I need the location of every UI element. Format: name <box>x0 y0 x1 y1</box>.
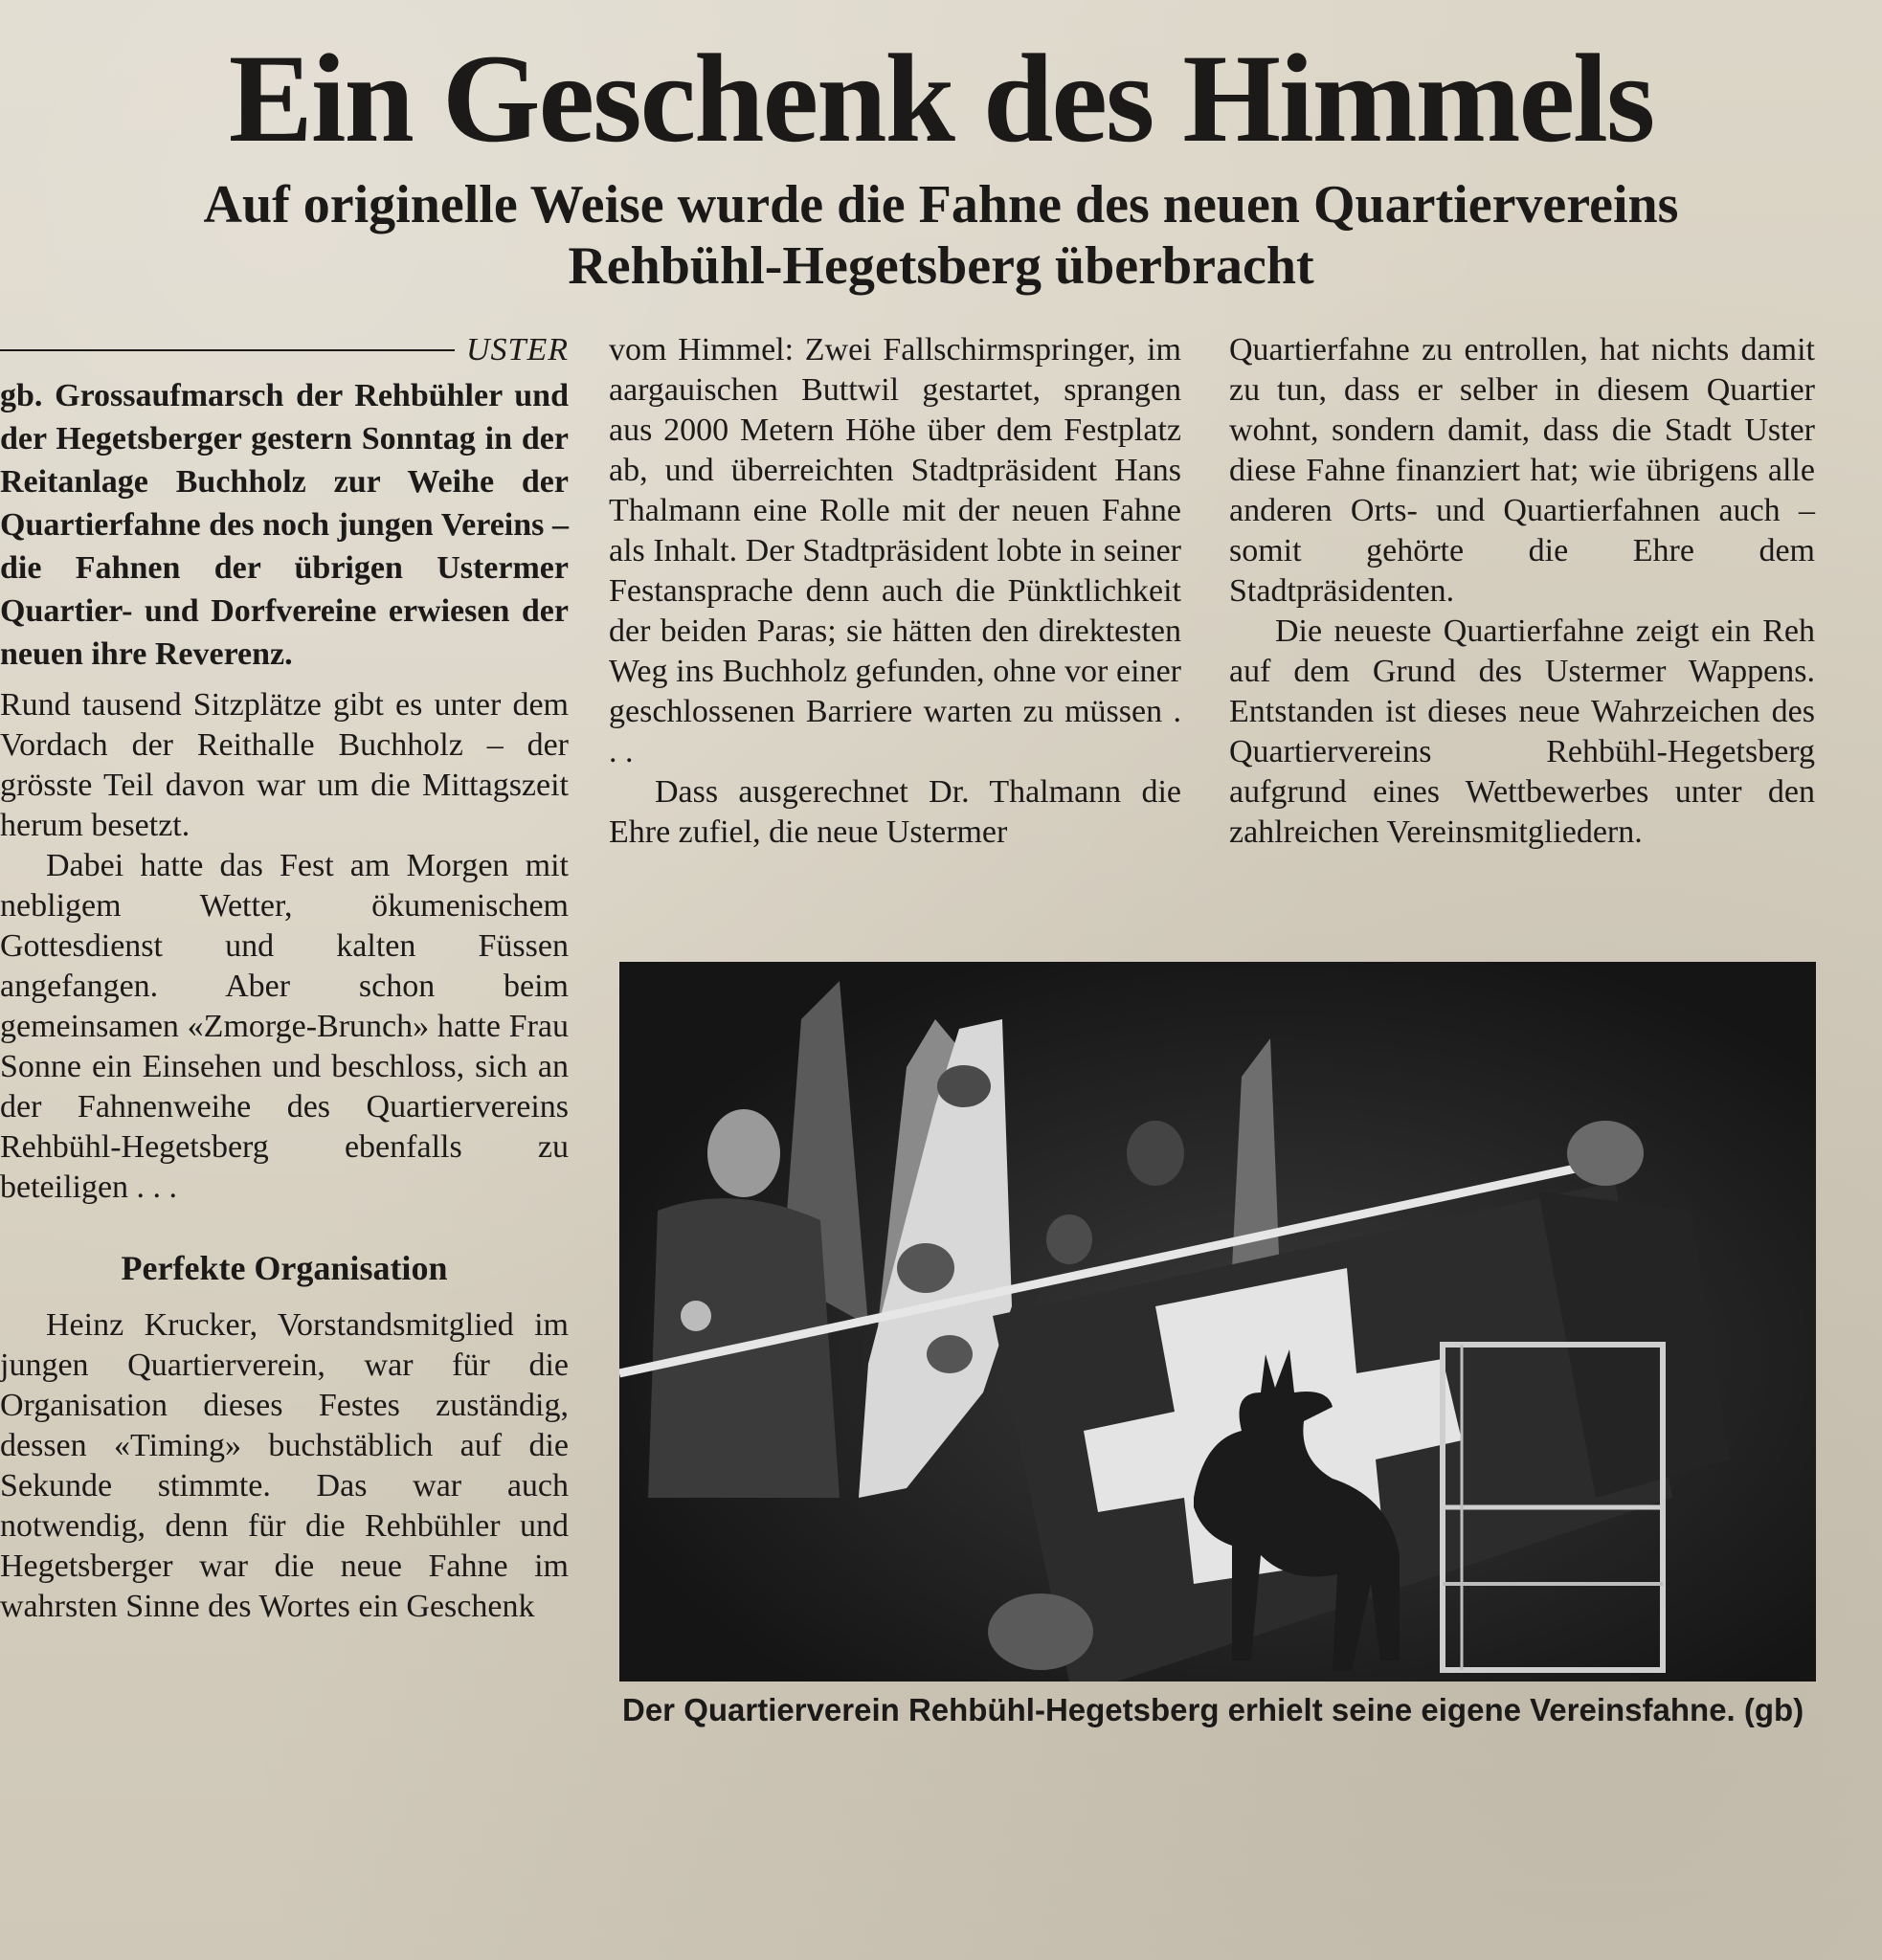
body-paragraph: Rund tausend Sitzplätze gibt es unter dem Vordach der Reithalle Buchholz – der grösste Teil davon war um die Mittagszeit herum besetzt. <box>0 687 569 843</box>
article-column-2 <box>609 330 1181 853</box>
subheadline <box>38 174 1844 297</box>
news-photo <box>619 962 1816 1682</box>
flag-ceremony-photo <box>619 962 1816 1682</box>
body-paragraph: Die neueste Quartierfahne zeigt ein Reh auf dem Grund des Ustermer Wappens. Entstanden ist dieses neue Wahrzeichen des Quartiervereins Rehbühl-Hegetsberg aufgrund eines Wettbewerbes unter den zahlreichen Vereinsmitgliedern. <box>1229 613 1815 850</box>
article-column-3 <box>1229 330 1815 853</box>
lead-paragraph: gb. Grossaufmarsch der Rehbühler und der Hegetsberger gestern Sonntag in der Reitanlage Buchholz zur Weihe der Quartierfahne des noch jungen Vereins – die Fahnen der übrigen Ustermer Quartier- und Dorfvereine erwiesen der neuen ihre Reverenz. <box>0 378 569 672</box>
dateline-rule <box>0 349 455 351</box>
photo-caption: Der Quartierverein Rehbühl-Hegetsberg erhielt seine eigene Vereinsfahne. (gb) <box>622 1692 1804 1727</box>
dateline-place: USTER <box>466 332 569 368</box>
body-paragraph: vom Himmel: Zwei Fallschirmspringer, im aargauischen Buttwil gestartet, sprangen aus 2000 Metern Höhe über dem Festplatz ab, und überreichten Stadtpräsident Hans Thalmann eine Rolle mit der neuen Fahne als Inhalt. Der Stadtpräsident lobte in seiner Festansprache denn auch die Pünktlichkeit der beiden Paras; sie hätten den direktesten Weg ins Buchholz gefunden, ohne vor einer geschlossenen Barriere warten zu müssen . . . <box>609 332 1181 769</box>
section-subtitle: Perfekte Organisation <box>121 1249 448 1287</box>
headline: Ein Geschenk des Himmels <box>228 28 1654 168</box>
subheadline-line-2: Rehbühl-Hegetsberg überbracht <box>568 236 1314 296</box>
body-paragraph: Dass ausgerechnet Dr. Thalmann die Ehre zufiel, die neue Ustermer <box>609 774 1181 850</box>
subheadline-line-1: Auf originelle Weise wurde die Fahne des neuen Quartiervereins <box>203 175 1679 234</box>
article-column-1 <box>0 330 569 1627</box>
body-paragraph: Quartierfahne zu entrollen, hat nichts damit zu tun, dass er selber in diesem Quartier wohnt, sondern damit, dass die Stadt Uster diese Fahne finanziert hat; wie übrigens alle anderen Orts- und Quartierfahnen auch – somit gehörte die Ehre dem Stadtpräsidenten. <box>1229 332 1815 609</box>
body-paragraph: Dabei hatte das Fest am Morgen mit nebligem Wetter, ökumenischem Gottesdienst und kalten Füssen angefangen. Aber schon beim gemeinsamen «Zmorge-Brunch» hatte Frau Sonne ein Einsehen und beschloss, sich an der Fahnenweihe des Quartiervereins Rehbühl-Hegetsberg ebenfalls zu beteiligen . . . <box>0 848 569 1205</box>
body-paragraph: Heinz Krucker, Vorstandsmitglied im jungen Quartierverein, war für die Organisation dieses Festes zuständig, dessen «Timing» buchstäblich auf die Sekunde stimmte. Das war auch notwendig, denn für die Rehbühler und Hegetsberger war die neue Fahne im wahrsten Sinne des Wortes ein Geschenk <box>0 1307 569 1624</box>
dateline <box>0 330 569 370</box>
